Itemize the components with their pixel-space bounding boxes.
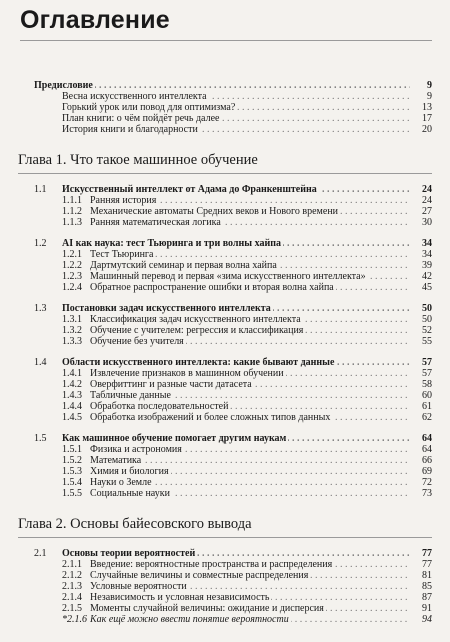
toc-number: 1.4 bbox=[34, 357, 47, 368]
toc-page: 20 bbox=[422, 124, 432, 135]
toc-page: 27 bbox=[422, 206, 432, 217]
toc-title: Моменты случайной величины: ожидание и дисперсия bbox=[90, 603, 324, 614]
toc-number: 1.5.2 bbox=[62, 455, 82, 466]
toc-title: Извлечение признаков в машинном обучении bbox=[90, 368, 284, 379]
toc-subsection[interactable] bbox=[34, 282, 432, 293]
toc-page: 42 bbox=[422, 271, 432, 282]
toc-page: 72 bbox=[422, 477, 432, 488]
toc-number: 1.1.2 bbox=[62, 206, 82, 217]
toc-number: 1.3.3 bbox=[62, 336, 82, 347]
toc-number: 1.2.2 bbox=[62, 260, 82, 271]
toc-title: План книги: о чём пойдёт речь далее bbox=[62, 113, 220, 124]
toc-page: 77 bbox=[422, 559, 432, 570]
toc-subsection[interactable] bbox=[34, 368, 432, 379]
toc-page: 9 bbox=[427, 91, 432, 102]
toc-title: AI как наука: тест Тьюринга и три волны хайпа bbox=[62, 238, 281, 249]
toc-title: Постановки задач искусственного интеллекта bbox=[62, 303, 271, 314]
toc-title: Науки о Земле bbox=[90, 477, 152, 488]
toc-subsection[interactable] bbox=[34, 271, 432, 282]
toc-preface-item[interactable] bbox=[34, 124, 432, 135]
toc-page: 17 bbox=[422, 113, 432, 124]
toc-page: 30 bbox=[422, 217, 432, 228]
table-of-contents bbox=[18, 80, 432, 625]
toc-number: 2.1.2 bbox=[62, 570, 82, 581]
toc-title: Тест Тьюринга bbox=[90, 249, 154, 260]
toc-page: 61 bbox=[422, 401, 432, 412]
toc-preface[interactable] bbox=[34, 80, 432, 91]
toc-subsection[interactable] bbox=[34, 379, 432, 390]
toc-page: 24 bbox=[422, 184, 432, 195]
toc-subsection[interactable] bbox=[34, 570, 432, 581]
toc-page: 58 bbox=[422, 379, 432, 390]
toc-page: 66 bbox=[422, 455, 432, 466]
toc-number: 2.1.5 bbox=[62, 603, 82, 614]
toc-section[interactable] bbox=[34, 238, 432, 249]
toc-page: 13 bbox=[422, 102, 432, 113]
toc-page: 34 bbox=[422, 238, 432, 249]
chapter-heading[interactable]: Глава 2. Основы байесовского вывода bbox=[18, 516, 252, 532]
toc-section[interactable] bbox=[34, 548, 432, 559]
toc-number: 2.1.1 bbox=[62, 559, 82, 570]
toc-title: Физика и астрономия bbox=[90, 444, 182, 455]
toc-page: 64 bbox=[422, 444, 432, 455]
toc-title: Математика bbox=[90, 455, 142, 466]
toc-title: Оверфиттинг и разные части датасета bbox=[90, 379, 252, 390]
toc-page: 50 bbox=[422, 314, 432, 325]
toc-page: 24 bbox=[422, 195, 432, 206]
toc-title: Химия и биология bbox=[90, 466, 169, 477]
toc-number: 1.5.1 bbox=[62, 444, 82, 455]
toc-number: 2.1.4 bbox=[62, 592, 82, 603]
chapter-heading[interactable]: Глава 1. Что такое машинное обучение bbox=[18, 152, 258, 168]
toc-subsection[interactable] bbox=[34, 614, 432, 625]
toc-subsection[interactable] bbox=[34, 401, 432, 412]
toc-title: Обратное распространение ошибки и вторая волна хайпа bbox=[90, 282, 334, 293]
toc-number: 1.5.4 bbox=[62, 477, 82, 488]
toc-title: Машинный перевод и первая «зима искусственного интеллекта» bbox=[90, 271, 366, 282]
toc-title: Дартмутский семинар и первая волна хайпа bbox=[90, 260, 277, 271]
toc-number: 1.2 bbox=[34, 238, 47, 249]
toc-section[interactable] bbox=[34, 303, 432, 314]
page-title: Оглавление bbox=[20, 6, 170, 34]
toc-number: 2.1.3 bbox=[62, 581, 82, 592]
toc-page: 81 bbox=[422, 570, 432, 581]
preface-title: Предисловие bbox=[34, 80, 93, 91]
toc-number: 1.4.1 bbox=[62, 368, 82, 379]
toc-section[interactable] bbox=[34, 357, 432, 368]
toc-title: Горький урок или повод для оптимизма? bbox=[62, 102, 236, 113]
toc-number: *2.1.6 bbox=[62, 614, 87, 625]
toc-title: Введение: вероятностные пространства и распределения bbox=[90, 559, 333, 570]
toc-title: Обучение с учителем: регрессия и классификация bbox=[90, 325, 304, 336]
toc-page: 39 bbox=[422, 260, 432, 271]
toc-title: Основы теории вероятностей bbox=[62, 548, 196, 559]
toc-page: 34 bbox=[422, 249, 432, 260]
toc-number: 1.5 bbox=[34, 433, 47, 444]
toc-subsection[interactable] bbox=[34, 217, 432, 228]
toc-number: 2.1 bbox=[34, 548, 47, 559]
toc-title: Искусственный интеллект от Адама до Франкенштейна bbox=[62, 184, 317, 195]
toc-title: Ранняя история bbox=[90, 195, 157, 206]
toc-title: Обработка изображений и более сложных типов данных bbox=[90, 412, 331, 423]
toc-page: 45 bbox=[422, 282, 432, 293]
toc-subsection[interactable] bbox=[34, 559, 432, 570]
title-divider bbox=[20, 40, 432, 41]
toc-preface-item[interactable] bbox=[34, 102, 432, 113]
toc-page: 55 bbox=[422, 336, 432, 347]
toc-page: 64 bbox=[422, 433, 432, 444]
toc-number: 1.3.1 bbox=[62, 314, 82, 325]
toc-subsection[interactable] bbox=[34, 195, 432, 206]
toc-subsection[interactable] bbox=[34, 488, 432, 499]
toc-subsection[interactable] bbox=[34, 581, 432, 592]
toc-subsection[interactable] bbox=[34, 336, 432, 347]
toc-section[interactable] bbox=[34, 433, 432, 444]
toc-number: 1.5.3 bbox=[62, 466, 82, 477]
toc-page: 85 bbox=[422, 581, 432, 592]
toc-page: 69 bbox=[422, 466, 432, 477]
toc-number: 1.4.2 bbox=[62, 379, 82, 390]
toc-subsection[interactable] bbox=[34, 260, 432, 271]
toc-title: Области искусственного интеллекта: какие бывают данные bbox=[62, 357, 335, 368]
toc-number: 1.3 bbox=[34, 303, 47, 314]
toc-title: История книги и благодарности bbox=[62, 124, 198, 135]
toc-subsection[interactable] bbox=[34, 390, 432, 401]
toc-section[interactable] bbox=[34, 184, 432, 195]
toc-subsection[interactable] bbox=[34, 314, 432, 325]
toc-number: 1.5.5 bbox=[62, 488, 82, 499]
toc-subsection[interactable] bbox=[34, 249, 432, 260]
toc-subsection[interactable] bbox=[34, 455, 432, 466]
toc-page: 52 bbox=[422, 325, 432, 336]
toc-page: 94 bbox=[422, 614, 432, 625]
toc-page: 77 bbox=[422, 548, 432, 559]
preface-page: 9 bbox=[427, 80, 432, 91]
toc-number: 1.2.3 bbox=[62, 271, 82, 282]
toc-page: 57 bbox=[422, 357, 432, 368]
toc-page: 57 bbox=[422, 368, 432, 379]
toc-subsection[interactable] bbox=[34, 592, 432, 603]
toc-title: Условные вероятности bbox=[90, 581, 187, 592]
toc-page: 60 bbox=[422, 390, 432, 401]
toc-subsection[interactable] bbox=[34, 603, 432, 614]
toc-number: 1.1.1 bbox=[62, 195, 82, 206]
toc-page: 91 bbox=[422, 603, 432, 614]
toc-title: Классификация задач искусственного интеллекта bbox=[90, 314, 301, 325]
toc-number: 1.2.4 bbox=[62, 282, 82, 293]
toc-number: 1.2.1 bbox=[62, 249, 82, 260]
toc-preface-item[interactable] bbox=[34, 113, 432, 124]
toc-preface-item[interactable] bbox=[34, 91, 432, 102]
toc-subsection[interactable] bbox=[34, 206, 432, 217]
toc-title: Как машинное обучение помогает другим наукам bbox=[62, 433, 287, 444]
toc-page: 73 bbox=[422, 488, 432, 499]
chapter-divider bbox=[18, 173, 432, 174]
toc-title: Случайные величины и совместные распределения bbox=[90, 570, 309, 581]
toc-page: 50 bbox=[422, 303, 432, 314]
toc-title: Как ещё можно ввести понятие вероятности bbox=[90, 614, 289, 625]
toc-subsection[interactable] bbox=[34, 444, 432, 455]
toc-number: 1.1.3 bbox=[62, 217, 82, 228]
toc-title: Весна искусственного интеллекта bbox=[62, 91, 207, 102]
toc-number: 1.1 bbox=[34, 184, 47, 195]
toc-title: Обработка последовательностей bbox=[90, 401, 229, 412]
toc-title: Обучение без учителя bbox=[90, 336, 184, 347]
toc-title: Социальные науки bbox=[90, 488, 170, 499]
toc-title: Механические автоматы Средних веков и Нового времени bbox=[90, 206, 339, 217]
toc-number: 1.4.4 bbox=[62, 401, 82, 412]
toc-title: Табличные данные bbox=[90, 390, 171, 401]
toc-number: 1.4.5 bbox=[62, 412, 82, 423]
toc-number: 1.4.3 bbox=[62, 390, 82, 401]
toc-title: Ранняя математическая логика bbox=[90, 217, 221, 228]
toc-page: 87 bbox=[422, 592, 432, 603]
toc-subsection[interactable] bbox=[34, 477, 432, 488]
toc-title: Независимость и условная независимость bbox=[90, 592, 270, 603]
toc-subsection[interactable] bbox=[34, 466, 432, 477]
toc-subsection[interactable] bbox=[34, 412, 432, 423]
toc-page: 62 bbox=[422, 412, 432, 423]
chapter-divider bbox=[18, 537, 432, 538]
toc-subsection[interactable] bbox=[34, 325, 432, 336]
toc-number: 1.3.2 bbox=[62, 325, 82, 336]
